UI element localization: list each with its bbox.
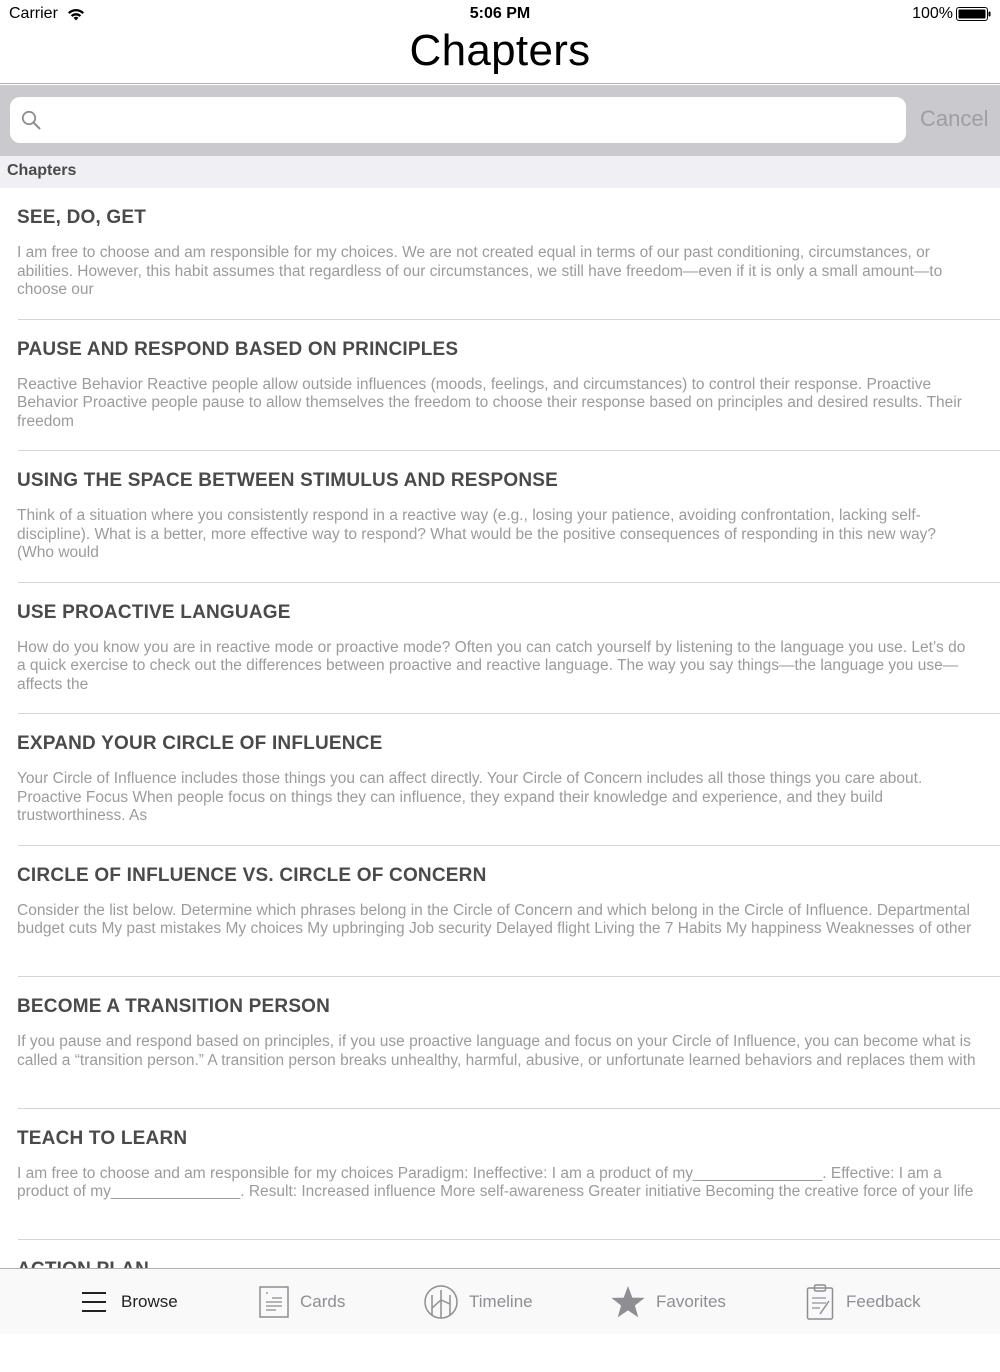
tab-favorites-label: Favorites bbox=[656, 1292, 726, 1311]
chapter-row[interactable] bbox=[0, 846, 1000, 978]
status-bar bbox=[0, 0, 1000, 28]
chapter-excerpt: Consider the list below. Determine which phrases belong in the Circle of Concern and which belong in the Circle of Influence. Departmental budget cuts My past mistakes My choices My upbringing Job security Delayed flight Living the 7 Habits My happiness Weaknesses of other bbox=[17, 901, 972, 938]
menu-icon bbox=[82, 1291, 106, 1313]
carrier-label: Carrier bbox=[9, 5, 58, 22]
tab-cards-label: Cards bbox=[300, 1292, 346, 1311]
chapter-row[interactable] bbox=[0, 451, 1000, 583]
chapter-row[interactable] bbox=[0, 320, 1000, 452]
chapter-excerpt: Reactive Behavior Reactive people allow outside influences (moods, feelings, and circumstances) to control their response. Proactive Behavior Proactive people pause to allow themselves the freedom to choose their response based on principles and desired results. Their freedom bbox=[17, 375, 962, 430]
navigation-bar bbox=[0, 28, 1000, 84]
chapter-title: CIRCLE OF INFLUENCE VS. CIRCLE OF CONCERN bbox=[17, 864, 487, 886]
battery-percentage: 100% bbox=[912, 5, 953, 22]
chapter-row[interactable] bbox=[0, 714, 1000, 846]
search-input[interactable] bbox=[54, 97, 894, 143]
timeline-icon bbox=[423, 1284, 459, 1320]
chapter-excerpt: If you pause and respond based on principles, if you use proactive language and focus on your Circle of Influence, you can become what is called a “transition person.” A transition person breaks unhealthy, harmful, abusive, or unfortunate learned behaviors and replaces them with bbox=[17, 1033, 976, 1069]
search-bar bbox=[0, 85, 1000, 156]
tab-browse-label: Browse bbox=[121, 1292, 178, 1311]
chapter-excerpt: I am free to choose and am responsible for my choices. We are not created equal in terms of our past conditioning, circumstances, or abilities. However, this habit assumes that regardless of our circumstances, we still have freedom—even if it is only a small amount—to choose our bbox=[17, 244, 943, 299]
chapter-title: PAUSE AND RESPOND BASED ON PRINCIPLES bbox=[17, 338, 459, 360]
chapter-excerpt: I am free to choose and am responsible for my choices Paradigm: Ineffective: I am a product of my_______________. Effective: I am a product of my_______________. Result: Increased influence More self-awareness Greater initiative Becoming the creative force of your life bbox=[17, 1164, 974, 1201]
section-header-label: Chapters bbox=[7, 162, 77, 179]
page-title: Chapters bbox=[409, 26, 591, 75]
star-icon bbox=[610, 1285, 646, 1319]
search-field[interactable] bbox=[10, 97, 906, 143]
chapter-excerpt: Think of a situation where you consistently respond in a reactive way (e.g., losing your patience, avoiding confrontation, lacking self-discipline). What is a better, more effective way to respond? What would be the positive consequences of responding in this new way? (Who would bbox=[17, 507, 937, 562]
search-icon bbox=[21, 110, 41, 130]
chapter-excerpt: Your Circle of Influence includes those things you can affect directly. Your Circle of Concern includes all those things you care about. Proactive Focus When people focus on things they can influence, they expand their knowledge and experience, and they build trustworthiness. As bbox=[17, 770, 923, 825]
chapter-row[interactable] bbox=[0, 977, 1000, 1109]
section-header bbox=[0, 156, 1000, 188]
tab-favorites[interactable] bbox=[610, 1269, 726, 1335]
cancel-button[interactable]: Cancel bbox=[920, 106, 989, 131]
chapter-title: USING THE SPACE BETWEEN STIMULUS AND RESPONSE bbox=[17, 470, 559, 491]
chapter-row[interactable] bbox=[0, 1109, 1000, 1241]
tab-timeline-label: Timeline bbox=[469, 1292, 533, 1311]
chapter-row[interactable] bbox=[0, 188, 1000, 320]
tab-feedback[interactable] bbox=[806, 1269, 921, 1335]
tab-bar bbox=[0, 1268, 1000, 1334]
chapter-title: EXPAND YOUR CIRCLE OF INFLUENCE bbox=[17, 733, 383, 754]
status-time: 5:06 PM bbox=[469, 5, 531, 22]
chapter-title: SEE, DO, GET bbox=[17, 207, 147, 228]
chapter-title: BECOME A TRANSITION PERSON bbox=[17, 996, 331, 1017]
card-icon bbox=[258, 1285, 290, 1319]
tab-timeline[interactable] bbox=[423, 1269, 533, 1335]
chapter-row[interactable] bbox=[0, 583, 1000, 715]
chapter-list[interactable] bbox=[0, 188, 1000, 1268]
chapter-title: USE PROACTIVE LANGUAGE bbox=[17, 601, 291, 623]
clipboard-icon bbox=[806, 1283, 834, 1321]
tab-feedback-label: Feedback bbox=[846, 1292, 921, 1311]
tab-cards[interactable] bbox=[258, 1269, 345, 1335]
chapter-title: TEACH TO LEARN bbox=[17, 1127, 188, 1149]
chapter-excerpt: How do you know you are in reactive mode or proactive mode? Often you can catch yourself by listening to the language you use. Let’s do a quick exercise to check out the differences between proactive and reactive language. The way you say things—the language you use—affects the bbox=[17, 638, 966, 693]
battery-icon bbox=[956, 7, 992, 21]
tab-browse[interactable] bbox=[82, 1269, 178, 1335]
